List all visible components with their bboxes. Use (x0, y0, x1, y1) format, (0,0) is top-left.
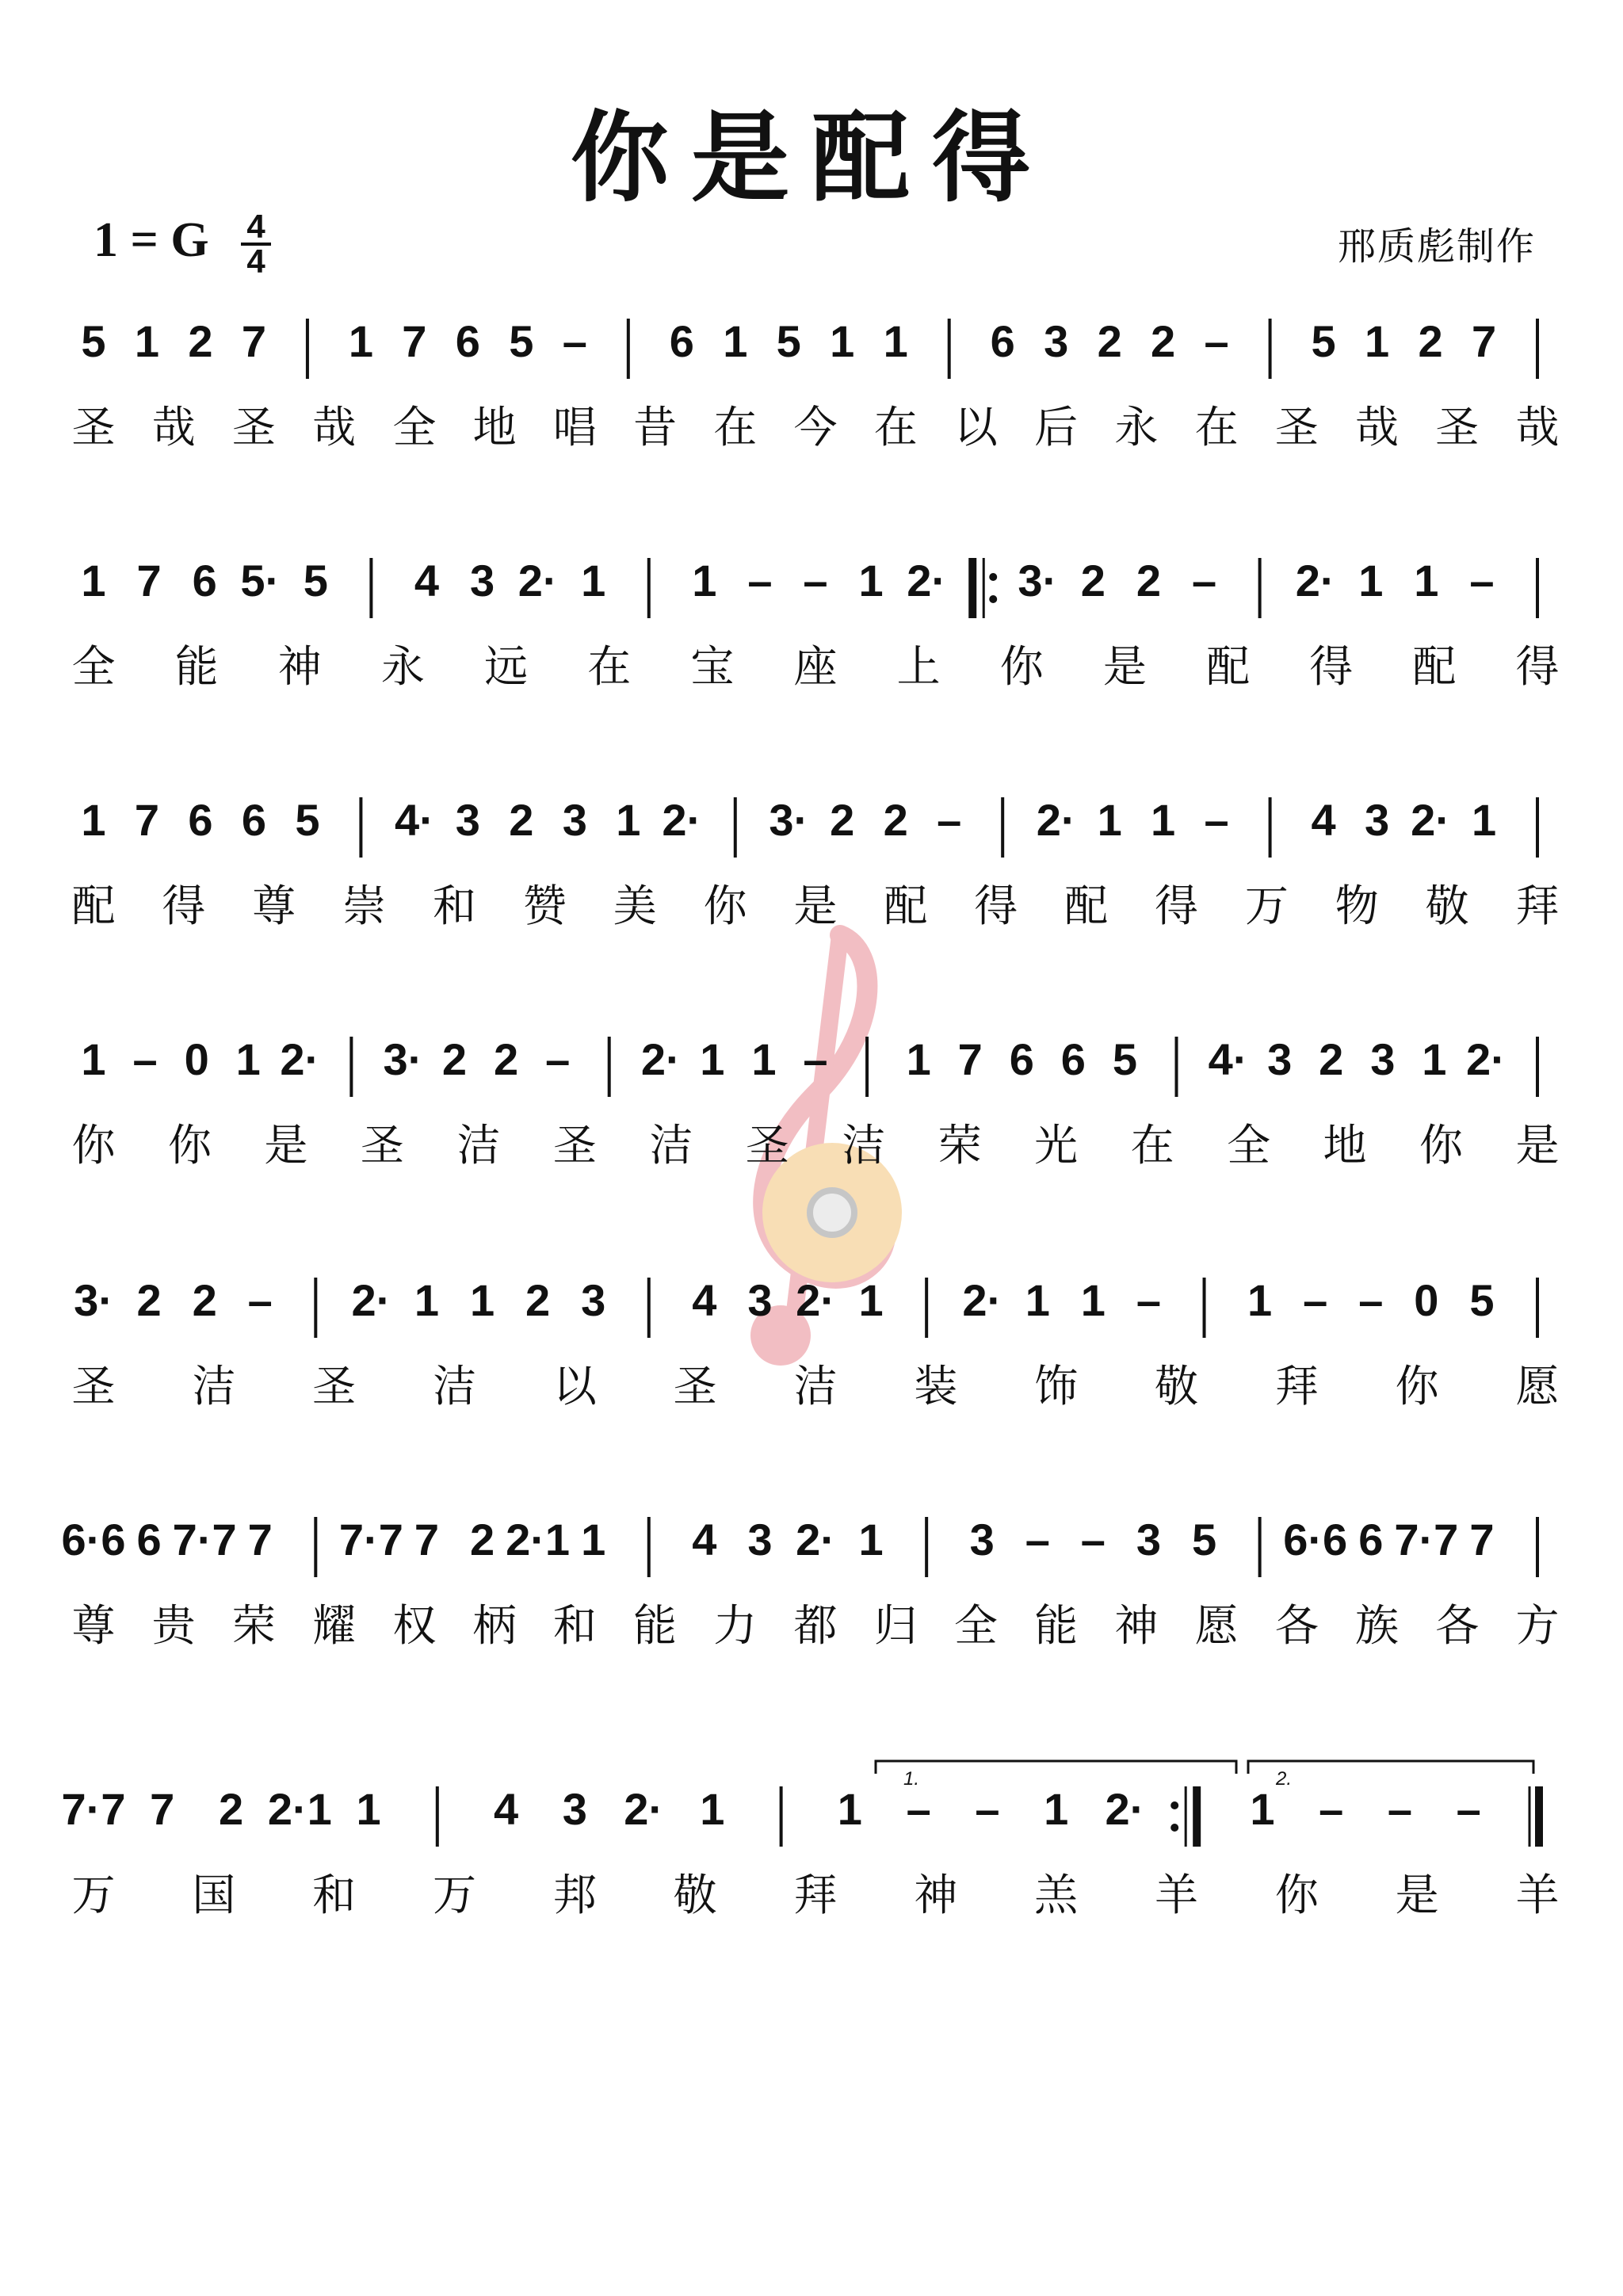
note: 5 (776, 316, 801, 366)
lyric-char: 你 (167, 1120, 212, 1171)
note: 2· (1466, 1034, 1506, 1084)
note: 1 (348, 316, 373, 366)
note: 5 (509, 316, 534, 366)
time-signature-top: 4 (246, 208, 265, 245)
lyric-char: 是 (264, 1120, 308, 1171)
note: 1 (134, 316, 160, 366)
note: 2 (525, 1275, 551, 1325)
note: – (1358, 1275, 1384, 1325)
lyric-char: 拜 (793, 1870, 838, 1920)
lyric-char: 各 (1274, 1600, 1319, 1651)
lyric-char: 全 (1227, 1120, 1271, 1171)
note: 7·7 (61, 1784, 126, 1834)
note: – (937, 795, 962, 845)
note: – (1387, 1784, 1413, 1834)
note: – (1136, 1275, 1162, 1325)
volta-1-label: 1. (903, 1768, 920, 1790)
lyric-char: 耀 (312, 1600, 357, 1651)
note: 7·7 (1394, 1515, 1459, 1564)
note: 1 (1151, 795, 1176, 845)
note: 6 (455, 316, 480, 366)
note: 3 (1136, 1515, 1162, 1564)
note: 2·1 (506, 1515, 571, 1564)
lyric-char: 尊 (71, 1600, 116, 1651)
note: 1 (700, 1784, 725, 1834)
lyric-char: 洁 (432, 1361, 477, 1412)
note: 1 (830, 316, 855, 366)
note: 6 (1358, 1515, 1384, 1564)
note: 1 (1358, 556, 1384, 606)
lyric-char: 万 (71, 1870, 116, 1920)
lyric-char: 是 (793, 881, 838, 931)
lyric-char: 赞 (522, 881, 567, 931)
note: 1 (1364, 316, 1390, 366)
lyric-char: 敬 (1154, 1361, 1199, 1412)
note: 1 (700, 1034, 725, 1084)
note: 1 (837, 1784, 862, 1834)
note: 3 (969, 1515, 995, 1564)
note: 5 (303, 556, 328, 606)
note: 7·7 (338, 1515, 403, 1564)
lyric-char: 圣 (71, 402, 116, 453)
lyric-char: 能 (174, 641, 219, 692)
note: 6 (188, 795, 213, 845)
lyric-char: 贵 (151, 1600, 196, 1651)
lyric-char: 洁 (842, 1120, 886, 1171)
lyric-char: 是 (1515, 1120, 1560, 1171)
key-signature: 1 = G (94, 213, 209, 267)
lyric-char: 荣 (231, 1600, 276, 1651)
lyric-char: 得 (1515, 641, 1560, 692)
note: – (1080, 1515, 1106, 1564)
barline (1529, 1786, 1539, 1847)
lyric-char: 敬 (673, 1870, 717, 1920)
note: 2· (517, 556, 558, 606)
lyric-char: 圣 (231, 402, 276, 453)
lyric-char: 以 (953, 402, 998, 453)
barline (1170, 1786, 1197, 1847)
note: 1 (469, 1275, 495, 1325)
note: 2 (1097, 316, 1122, 366)
note: 7 (150, 1784, 175, 1834)
note: – (545, 1034, 571, 1084)
note: 2· (624, 1784, 663, 1834)
note: 6 (990, 316, 1015, 366)
lyric-char: 地 (472, 402, 517, 453)
lyric-char: 洁 (793, 1361, 838, 1412)
note: – (747, 556, 773, 606)
lyric-char: 装 (914, 1361, 958, 1412)
lyric-char: 能 (633, 1600, 678, 1651)
volta-2-label: 2. (1276, 1768, 1293, 1790)
note: 1 (581, 1515, 606, 1564)
lyric-char: 永 (1114, 402, 1159, 453)
lyric-char: 哉 (151, 402, 196, 453)
note: – (1303, 1275, 1328, 1325)
note: 2 (1418, 316, 1443, 366)
note: 2 (441, 1034, 468, 1084)
lyric-char: 圣 (312, 1361, 357, 1412)
note: 3· (383, 1034, 423, 1084)
lyric-char: 在 (587, 641, 632, 692)
lyric-char: 崇 (342, 881, 387, 931)
note: 1 (356, 1784, 381, 1834)
lyric-char: 哉 (312, 402, 357, 453)
lyric-char: 上 (896, 641, 941, 692)
lyric-char: 配 (884, 881, 928, 931)
note: 1 (1097, 795, 1122, 845)
lyric-char: 洁 (456, 1120, 501, 1171)
lyric-char: 愿 (1515, 1361, 1560, 1412)
lyric-char: 你 (1274, 1870, 1319, 1920)
note: 2 (1151, 316, 1176, 366)
note: 1 (858, 556, 884, 606)
note: 0 (184, 1034, 209, 1084)
note: 3 (562, 795, 587, 845)
lyric-char: 地 (1323, 1120, 1367, 1171)
note: 3 (1370, 1034, 1396, 1084)
lyric-char: 神 (1114, 1600, 1159, 1651)
note: 4 (692, 1275, 717, 1325)
lyric-char: 万 (1244, 881, 1289, 931)
note: 2· (962, 1275, 1002, 1325)
lyric-char: 远 (484, 641, 529, 692)
lyric-char: 哉 (1355, 402, 1400, 453)
note: 2· (351, 1275, 391, 1325)
note: 1 (1080, 1275, 1106, 1325)
note: 6 (192, 556, 217, 606)
note: 4 (1311, 795, 1336, 845)
note: 1 (751, 1034, 777, 1084)
note: 0 (1414, 1275, 1439, 1325)
note: 5· (240, 556, 281, 606)
note: – (1319, 1784, 1344, 1834)
lyric-char: 昔 (633, 402, 678, 453)
lyric-char: 配 (1206, 641, 1251, 692)
note: 2· (796, 1515, 835, 1564)
lyric-char: 得 (1309, 641, 1354, 692)
note: 7·7 (172, 1515, 237, 1564)
lyric-char: 宝 (690, 641, 735, 692)
note: – (247, 1275, 273, 1325)
lyric-char: 永 (380, 641, 425, 692)
lyric-char: 方 (1515, 1600, 1560, 1651)
note: 3 (581, 1275, 606, 1325)
note: 2 (1319, 1034, 1344, 1084)
lyric-char: 你 (999, 641, 1044, 692)
note: – (132, 1034, 158, 1084)
note: 3· (74, 1275, 113, 1325)
note: – (1204, 316, 1229, 366)
note: 1 (81, 1034, 106, 1084)
note: 1 (1250, 1784, 1275, 1834)
note: 1 (1247, 1275, 1273, 1325)
lyric-char: 以 (552, 1361, 597, 1412)
lyric-char: 洁 (649, 1120, 693, 1171)
lyric-char: 圣 (745, 1120, 789, 1171)
lyric-char: 后 (1034, 402, 1079, 453)
note: 3 (469, 556, 495, 606)
lyric-char: 神 (277, 641, 322, 692)
note: 5 (1469, 1275, 1495, 1325)
note: 5 (1191, 1515, 1217, 1564)
lyric-char: 和 (432, 881, 477, 931)
note: 1 (1422, 1034, 1447, 1084)
lyric-char: 圣 (673, 1361, 717, 1412)
note: 1 (235, 1034, 261, 1084)
lyric-char: 敬 (1425, 881, 1469, 931)
note: 2 (1136, 556, 1162, 606)
note: 4 (493, 1784, 519, 1834)
note: 7 (134, 795, 160, 845)
note: 1 (858, 1275, 884, 1325)
note: 2· (907, 556, 947, 606)
note: 2·1 (267, 1784, 332, 1834)
lyric-char: 得 (1154, 881, 1199, 931)
note: 6 (669, 316, 694, 366)
note: 1 (692, 556, 717, 606)
lyric-char: 饰 (1034, 1361, 1079, 1412)
lyric-char: 羊 (1515, 1870, 1560, 1920)
lyric-char: 你 (71, 1120, 116, 1171)
barline (972, 558, 997, 618)
note: 2 (509, 795, 534, 845)
note: 3 (747, 1275, 773, 1325)
note: 7 (136, 556, 162, 606)
note: 2 (883, 795, 908, 845)
lyric-char: 你 (703, 881, 747, 931)
lyric-char: 圣 (1274, 402, 1319, 453)
lyric-char: 在 (873, 402, 918, 453)
arranger-credit: 邢质彪制作 (1337, 224, 1536, 269)
note: 1 (414, 1275, 440, 1325)
note: 3 (455, 795, 480, 845)
lyric-char: 你 (1419, 1120, 1464, 1171)
note: – (906, 1784, 931, 1834)
lyric-char: 荣 (938, 1120, 982, 1171)
note: 7 (247, 1515, 273, 1564)
lyric-char: 在 (713, 402, 758, 453)
lyric-char: 得 (162, 881, 206, 931)
time-signature-bottom: 4 (246, 243, 265, 280)
note: 2· (796, 1275, 835, 1325)
note: 2· (280, 1034, 320, 1084)
note: 2· (1295, 556, 1335, 606)
note: 3· (1018, 556, 1058, 606)
lyric-char: 族 (1355, 1600, 1400, 1651)
lyric-char: 美 (613, 881, 657, 931)
note: 1 (616, 795, 641, 845)
lyric-char: 力 (713, 1600, 758, 1651)
note: – (803, 556, 828, 606)
lyric-char: 和 (312, 1870, 357, 1920)
lyric-char: 尊 (252, 881, 296, 931)
note: 2 (830, 795, 855, 845)
note: 3 (1044, 316, 1069, 366)
note: 2 (493, 1034, 519, 1084)
note: 6 (241, 795, 267, 845)
note: 4· (1208, 1034, 1248, 1084)
note: 1 (1044, 1784, 1069, 1834)
lyric-char: 柄 (472, 1600, 517, 1651)
lyric-char: 洁 (192, 1361, 236, 1412)
note: – (803, 1034, 828, 1084)
note: 2 (192, 1275, 217, 1325)
lyric-char: 全 (953, 1600, 998, 1651)
note: – (1204, 795, 1229, 845)
note: 7 (957, 1034, 983, 1084)
lyric-char: 能 (1034, 1600, 1079, 1651)
lyric-char: 配 (1412, 641, 1457, 692)
note: 1 (81, 795, 106, 845)
lyric-char: 座 (793, 641, 838, 692)
note: – (1191, 556, 1217, 606)
note: 7 (241, 316, 267, 366)
lyric-char: 圣 (1435, 402, 1480, 453)
lyric-char: 邦 (552, 1870, 597, 1920)
note: – (1025, 1515, 1050, 1564)
note: 5 (1112, 1034, 1138, 1084)
lyric-char: 愿 (1194, 1600, 1239, 1651)
note: 2· (1105, 1784, 1145, 1834)
lyric-char: 圣 (360, 1120, 404, 1171)
lyric-char: 都 (793, 1600, 838, 1651)
note: 3 (1364, 795, 1390, 845)
note: 1 (581, 556, 606, 606)
note: 1 (1414, 556, 1439, 606)
note: – (562, 316, 587, 366)
note: 2 (469, 1515, 495, 1564)
lyric-char: 你 (1395, 1361, 1439, 1412)
note: 6 (1060, 1034, 1086, 1084)
lyric-char: 今 (793, 402, 838, 453)
lyric-char: 羊 (1154, 1870, 1199, 1920)
note: 1 (1471, 795, 1497, 845)
lyric-char: 物 (1335, 881, 1379, 931)
lyric-char: 归 (873, 1600, 918, 1651)
lyric-char: 万 (432, 1870, 477, 1920)
note: 6 (136, 1515, 162, 1564)
note: 2 (136, 1275, 162, 1325)
note: 6·6 (1283, 1515, 1348, 1564)
note: 2 (218, 1784, 244, 1834)
note: 7 (1471, 316, 1497, 366)
lyric-char: 配 (1064, 881, 1109, 931)
lyric-char: 在 (1130, 1120, 1174, 1171)
note: 3 (747, 1515, 773, 1564)
lyric-char: 在 (1194, 402, 1239, 453)
note: 1 (883, 316, 908, 366)
lyric-char: 各 (1435, 1600, 1480, 1651)
lyric-char: 全 (71, 641, 116, 692)
lyric-char: 国 (192, 1870, 236, 1920)
lyric-char: 圣 (71, 1361, 116, 1412)
note: 1 (906, 1034, 931, 1084)
lyric-char: 权 (392, 1600, 437, 1651)
note: 1 (1025, 1275, 1050, 1325)
note: 2· (662, 795, 702, 845)
note: 6·6 (61, 1515, 126, 1564)
note: 3 (562, 1784, 587, 1834)
lyric-char: 羔 (1034, 1870, 1079, 1920)
lyric-char: 拜 (1515, 881, 1560, 931)
note: 5 (1311, 316, 1336, 366)
note: 3 (1267, 1034, 1293, 1084)
note: 6 (1009, 1034, 1034, 1084)
note: 7 (1469, 1515, 1495, 1564)
lyric-char: 全 (392, 402, 437, 453)
note: 4 (414, 556, 440, 606)
lyric-char: 和 (552, 1600, 597, 1651)
lyric-char: 哉 (1515, 402, 1560, 453)
note: 2· (640, 1034, 681, 1084)
note: 4· (394, 795, 434, 845)
note: – (975, 1784, 1000, 1834)
lyric-char: 得 (974, 881, 1018, 931)
lyric-char: 拜 (1274, 1361, 1319, 1412)
note: 2 (1080, 556, 1106, 606)
note: 1 (723, 316, 748, 366)
lyric-char: 是 (1102, 641, 1147, 692)
note: 2· (1411, 795, 1450, 845)
lyric-char: 神 (914, 1870, 958, 1920)
note: 5 (81, 316, 106, 366)
song-title: 你是配得 (570, 101, 1052, 216)
note: 1 (81, 556, 106, 606)
note: 4 (692, 1515, 717, 1564)
lyric-char: 光 (1034, 1120, 1079, 1171)
note: 7 (402, 316, 427, 366)
note: – (1456, 1784, 1481, 1834)
note: – (1469, 556, 1495, 606)
lyric-char: 配 (71, 881, 116, 931)
lyric-char: 圣 (552, 1120, 597, 1171)
note: 3· (769, 795, 809, 845)
note: 2· (1036, 795, 1076, 845)
lyric-char: 是 (1395, 1870, 1439, 1920)
lyric-char: 唱 (552, 402, 597, 453)
note: 2 (188, 316, 213, 366)
note: 5 (295, 795, 320, 845)
note: 7 (414, 1515, 440, 1564)
note: 1 (858, 1515, 884, 1564)
